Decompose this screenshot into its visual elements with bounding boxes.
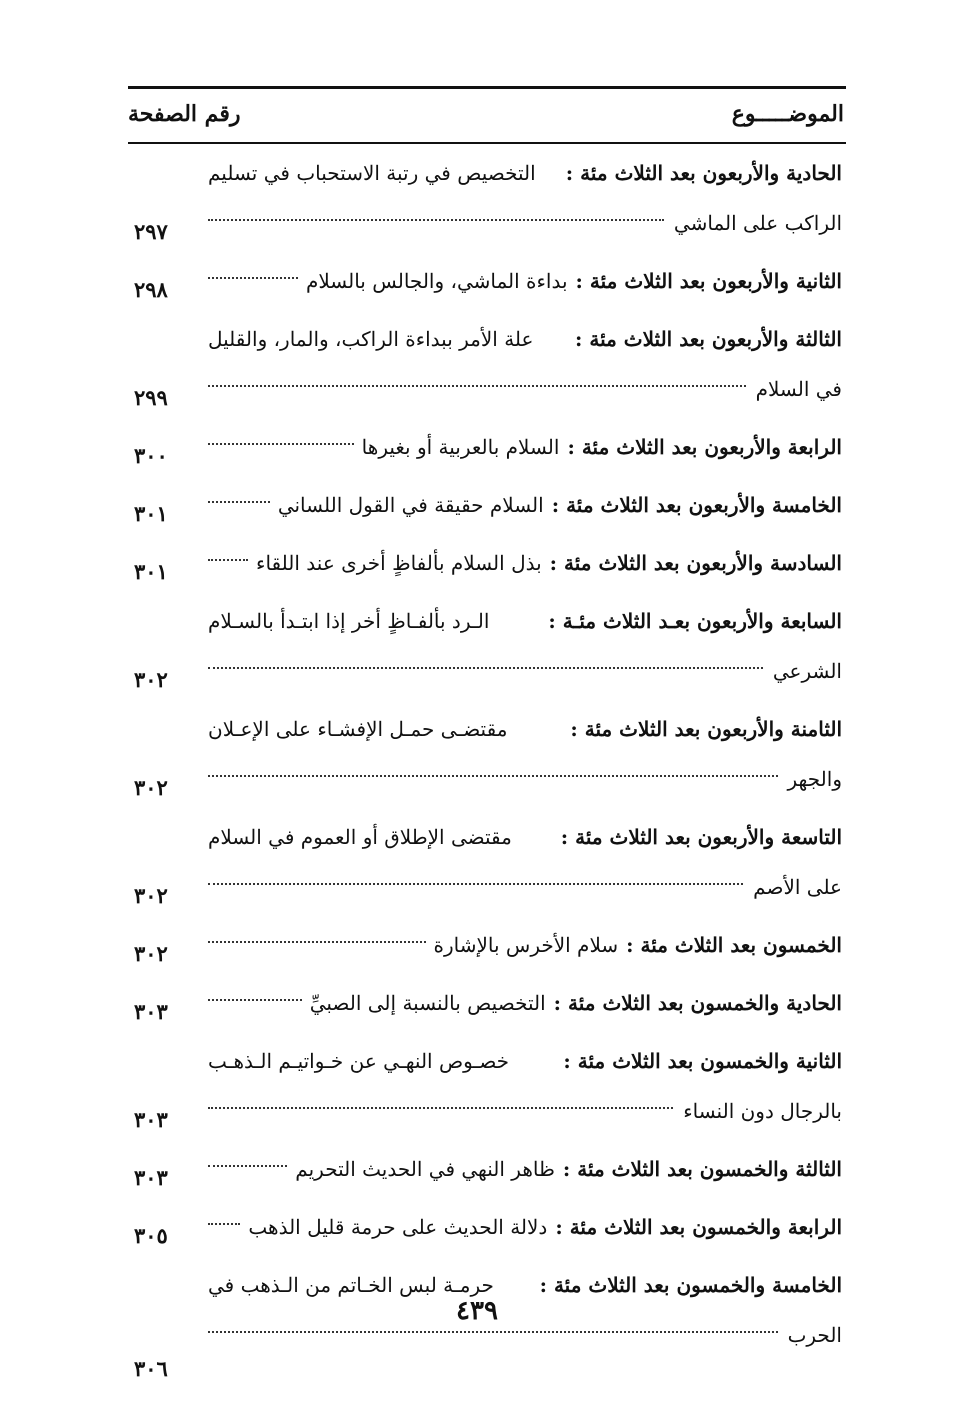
entry-line xyxy=(208,538,842,588)
entry-title-continued: على الأصم xyxy=(753,875,842,899)
entry-title: مقتضى الإطلاق أو العموم في السلام xyxy=(208,825,512,849)
entry-title: بذل السلام بألفاظٍ أخرى عند اللقاء xyxy=(256,551,542,575)
entry-title: مقتضـى حمـل الإفشـاء على الإعـلان xyxy=(208,717,508,741)
entry-title-continued: بالرجال دون النساء xyxy=(683,1099,842,1123)
entry-text xyxy=(208,920,842,970)
entry-text xyxy=(208,1144,842,1194)
entry-text xyxy=(208,978,842,1028)
entry-heading: الثانية والأربعون بعد الثلاث مئة : xyxy=(575,269,842,293)
entry-page-number: ٣٠٣ xyxy=(134,1107,168,1132)
entry-text xyxy=(208,538,842,588)
toc-entry xyxy=(128,480,846,538)
entry-text xyxy=(208,1202,842,1252)
entry-line xyxy=(208,812,842,862)
entry-page-number: ٣٠٢ xyxy=(134,667,168,692)
toc-entry xyxy=(128,920,846,978)
entry-heading: الحادية والخمسون بعد الثلاث مئة : xyxy=(553,991,842,1015)
entry-title: بداءة الماشي، والجالس بالسلام xyxy=(305,269,568,293)
entry-line xyxy=(208,1144,842,1194)
entry-line xyxy=(208,364,842,414)
entry-heading: التاسعة والأربعون بعد الثلاث مئة : xyxy=(560,825,842,849)
entry-title-continued: والجهر xyxy=(787,767,842,791)
toc-entry xyxy=(128,314,846,422)
entry-page-number: ٣٠٣ xyxy=(134,999,168,1024)
entry-title: السلام بالعربية أو بغيرها xyxy=(361,435,560,459)
entry-title: التخصيص بالنسبة إلى الصبيِّ xyxy=(309,991,546,1015)
table-header xyxy=(128,101,846,137)
entry-page-number: ٣٠٥ xyxy=(134,1223,168,1248)
entry-line xyxy=(208,148,842,198)
entry-line xyxy=(208,256,842,306)
dot-leader xyxy=(208,219,664,221)
entry-title-continued: الراكب على الماشي xyxy=(673,211,842,235)
entry-line xyxy=(208,422,842,472)
dot-leader xyxy=(208,1223,240,1225)
entry-text xyxy=(208,480,842,530)
entry-page-number: ٣٠٢ xyxy=(134,775,168,800)
entry-heading: الثالثة والخمسون بعد الثلاث مئة : xyxy=(562,1157,842,1181)
toc-entry xyxy=(128,422,846,480)
entry-page-number: ٢٩٩ xyxy=(134,385,168,410)
entry-title-continued: الحرب xyxy=(787,1323,842,1347)
entry-line xyxy=(208,704,842,754)
entry-heading: الرابعة والخمسون بعد الثلاث مئة : xyxy=(555,1215,842,1239)
entry-page-number: ٢٩٧ xyxy=(134,219,168,244)
entry-heading: السابعة والأربعون بعـد الثلاث مئـة : xyxy=(548,609,842,633)
entry-title: علة الأمر ببداءة الراكب، والمار، والقليل xyxy=(208,327,534,351)
entry-line xyxy=(208,646,842,696)
dot-leader xyxy=(208,667,763,669)
entry-line xyxy=(208,596,842,646)
entry-page-number: ٢٩٨ xyxy=(134,277,168,302)
entry-heading: الثالثة والأربعون بعد الثلاث مئة : xyxy=(575,327,842,351)
entry-heading: الخامسة والخمسون بعد الثلاث مئة : xyxy=(539,1273,842,1297)
dot-leader xyxy=(208,1107,673,1109)
top-rule xyxy=(128,86,846,89)
entry-page-number: ٣٠٠ xyxy=(134,443,168,468)
entry-title-continued: في السلام xyxy=(755,377,842,401)
entry-heading: الرابعة والأربعون بعد الثلاث مئة : xyxy=(567,435,842,459)
toc-entry xyxy=(128,1036,846,1144)
entry-text xyxy=(208,596,842,696)
dot-leader xyxy=(208,277,298,279)
dot-leader xyxy=(208,941,426,943)
toc-entry xyxy=(128,704,846,812)
toc-entry xyxy=(128,812,846,920)
entry-line xyxy=(208,1036,842,1086)
entry-heading: الخامسة والأربعون بعد الثلاث مئة : xyxy=(551,493,842,517)
entry-heading: الحادية والأربعون بعد الثلاث مئة : xyxy=(565,161,842,185)
entry-heading: الثانية والخمسون بعد الثلاث مئة : xyxy=(563,1049,842,1073)
entry-line xyxy=(208,754,842,804)
entry-page-number: ٣٠٦ xyxy=(134,1356,168,1381)
entry-text xyxy=(208,704,842,804)
dot-leader xyxy=(208,385,746,387)
header-page-number: رقم الصفحة xyxy=(128,101,241,127)
toc-page xyxy=(128,86,846,1381)
entry-text xyxy=(208,812,842,912)
toc-entry xyxy=(128,148,846,256)
dot-leader xyxy=(208,775,778,777)
entry-title: حرمـة لبس الخـاتم من الـذهب في xyxy=(208,1273,494,1297)
entry-title: التخصيص في رتبة الاستحباب في تسليم xyxy=(208,161,536,185)
entry-line xyxy=(208,1202,842,1252)
entry-heading: الخمسون بعد الثلاث مئة : xyxy=(626,933,842,957)
entry-line xyxy=(208,862,842,912)
entry-heading: الثامنة والأربعون بعد الثلاث مئة : xyxy=(570,717,842,741)
entry-line xyxy=(208,1086,842,1136)
entry-title-continued: الشرعي xyxy=(772,659,842,683)
dot-leader xyxy=(208,443,354,445)
dot-leader xyxy=(208,501,270,503)
toc-entry xyxy=(128,538,846,596)
entry-line xyxy=(208,920,842,970)
entry-page-number: ٣٠١ xyxy=(134,559,168,584)
entry-heading: السادسة والأربعون بعد الثلاث مئة : xyxy=(549,551,842,575)
entry-title: دلالة الحديث على حرمة قليل الذهب xyxy=(248,1215,548,1239)
entry-line xyxy=(208,198,842,248)
dot-leader xyxy=(208,1165,287,1167)
entry-page-number: ٣٠٢ xyxy=(134,883,168,908)
dot-leader xyxy=(208,999,302,1001)
entry-title: الـرد بألفـاظٍ أخر إذا ابتـدأ بالسـلام xyxy=(208,609,490,633)
entry-line xyxy=(208,480,842,530)
entry-text xyxy=(208,422,842,472)
header-subject: الموضـــــوع xyxy=(731,101,844,127)
toc-entry xyxy=(128,256,846,314)
entry-title: سلام الأخرس بالإشارة xyxy=(433,933,619,957)
entry-page-number: ٣٠١ xyxy=(134,501,168,526)
toc-entry xyxy=(128,1144,846,1202)
toc-entries xyxy=(128,148,846,1389)
entry-title: ظاهر النهي في الحديث التحريم xyxy=(295,1157,555,1181)
entry-page-number: ٣٠٢ xyxy=(134,941,168,966)
entry-text xyxy=(208,314,842,414)
entry-text xyxy=(208,148,842,248)
entry-text xyxy=(208,256,842,306)
header-rule xyxy=(128,142,846,144)
dot-leader xyxy=(208,559,248,561)
entry-line xyxy=(208,978,842,1028)
entry-title: السلام حقيقة في القول اللساني xyxy=(277,493,544,517)
toc-entry xyxy=(128,596,846,704)
dot-leader xyxy=(208,883,743,885)
entry-title: خصـوص النهـي عن خـواتيـم الـذهـب xyxy=(208,1049,510,1073)
entry-line xyxy=(208,314,842,364)
dot-leader xyxy=(208,1331,778,1333)
toc-entry xyxy=(128,978,846,1036)
page-folio: ٤٣٩ xyxy=(456,1296,498,1326)
entry-page-number: ٣٠٣ xyxy=(134,1165,168,1190)
toc-entry xyxy=(128,1202,846,1260)
entry-text xyxy=(208,1036,842,1136)
